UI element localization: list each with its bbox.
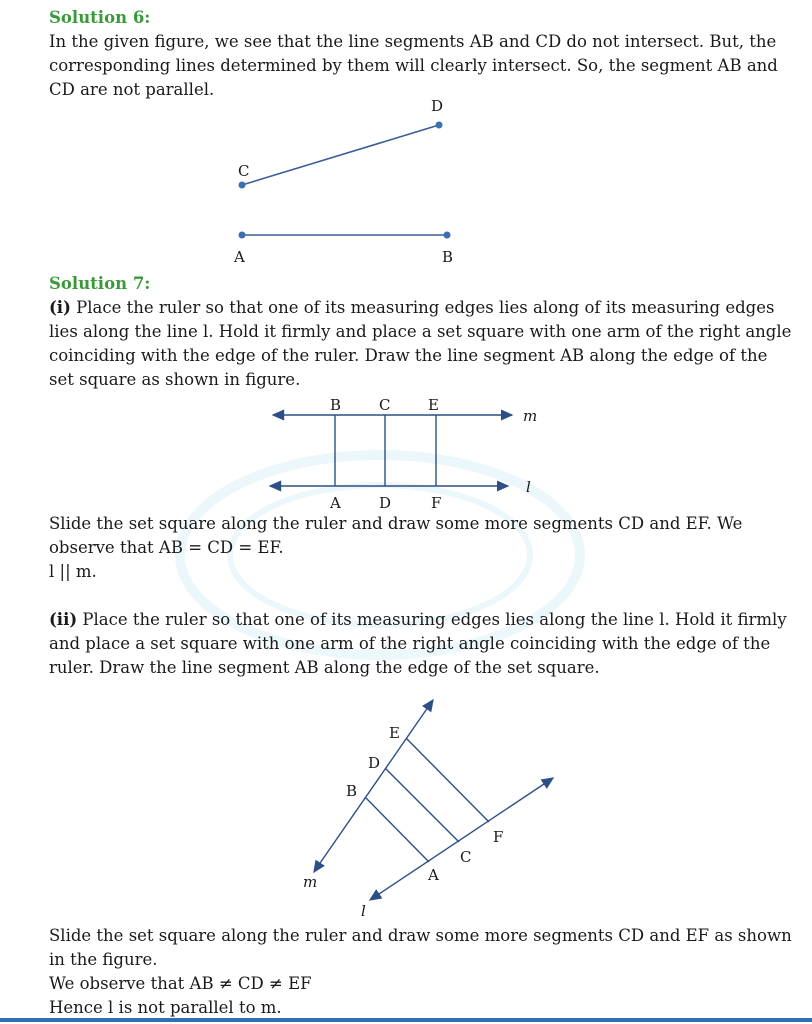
solution-7-heading: Solution 7: [49, 274, 151, 293]
segment-cd [385, 768, 459, 842]
label-l: l [361, 902, 366, 920]
solution-7-part2-after-3: We observe that AB ≠ CD ≠ EF [49, 974, 312, 993]
label-c: C [379, 396, 391, 414]
label-l: l [526, 478, 531, 496]
solution-7-part2-line-3: ruler. Draw the line segment AB along the edge of the set square. [49, 658, 600, 677]
line-l [376, 778, 553, 896]
solution-7-part1-line-4: set square as shown in figure. [49, 370, 301, 389]
label-a: A [428, 866, 439, 884]
label-b: B [442, 248, 454, 266]
part-ii-marker: (ii) [49, 610, 78, 629]
solution-7-part2-after-2: in the figure. [49, 950, 158, 969]
label-f: F [493, 828, 504, 846]
solution-6-heading: Solution 6: [49, 8, 151, 27]
label-f: F [431, 494, 442, 512]
solution-7-part2-line-1: (ii) Place the ruler so that one of its measuring edges lies along the line l. Hold it firmly [49, 610, 787, 629]
solution-7-part1-line-3: coinciding with the edge of the ruler. Draw the line segment AB along the edge of the [49, 346, 768, 365]
label-a: A [234, 248, 245, 266]
label-m: m [303, 873, 318, 891]
solution-7-part1-line-2: lies along the line l. Hold it firmly and place a set square with one arm of the right angle [49, 322, 792, 341]
solution-7-part2-line-2: and place a set square with one arm of the right angle coinciding with the edge of the [49, 634, 771, 653]
solution-7-part1-after-3: l || m. [49, 562, 97, 581]
solution-7-part2-after-4: Hence l is not parallel to m. [49, 998, 282, 1017]
segment-ab [365, 797, 429, 862]
label-a: A [330, 494, 341, 512]
label-d: D [431, 97, 444, 115]
solution-7-part1-after-1: Slide the set square along the ruler and draw some more segments CD and EF. We [49, 514, 743, 533]
solution-6-line-3: CD are not parallel. [49, 80, 215, 99]
label-b: B [330, 396, 342, 414]
label-d: D [379, 494, 392, 512]
label-d: D [368, 754, 381, 772]
solution-6-line-2: corresponding lines determined by them will clearly intersect. So, the segment AB and [49, 56, 778, 75]
line-m [318, 700, 433, 866]
solution-7-part1-line-1: (i) Place the ruler so that one of its measuring edges lies along of its measuring edges [49, 298, 775, 317]
label-e: E [428, 396, 439, 414]
solution-7-part1-after-2: observe that AB = CD = EF. [49, 538, 284, 557]
part-i-marker: (i) [49, 298, 71, 317]
solution-7-part2-after-1: Slide the set square along the ruler and draw some more segments CD and EF as shown [49, 926, 792, 945]
label-c: C [460, 848, 472, 866]
segment-ef [406, 738, 489, 822]
bottom-rule [0, 1018, 812, 1022]
solution-6-line-1: In the given figure, we see that the line segments AB and CD do not intersect. But, the [49, 32, 777, 51]
label-e: E [389, 724, 400, 742]
label-b: B [346, 782, 358, 800]
label-m: m [523, 407, 538, 425]
label-c: C [238, 162, 250, 180]
